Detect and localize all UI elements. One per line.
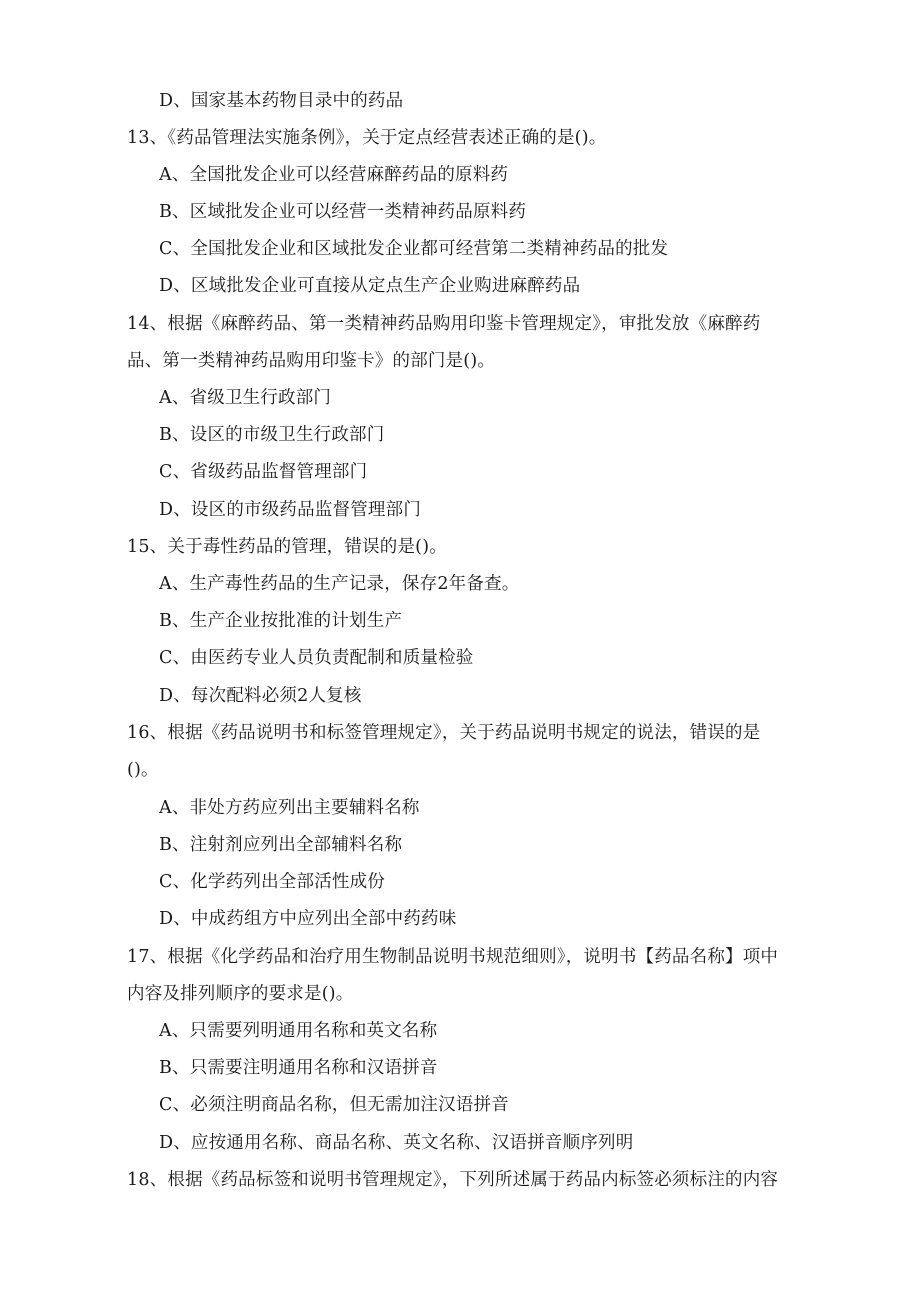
option-line: A、非处方药应列出主要辅料名称 xyxy=(159,798,420,818)
option-line: A、省级卫生行政部门 xyxy=(159,388,332,408)
option-line: C、必须注明商品名称，但无需加注汉语拼音 xyxy=(159,1095,509,1115)
option-line: C、全国批发企业和区域批发企业都可经营第二类精神药品的批发 xyxy=(159,239,669,259)
option-line: A、只需要列明通用名称和英文名称 xyxy=(159,1021,438,1041)
question-line: 16、根据《药品说明书和标签管理规定》，关于药品说明书规定的说法，错误的是 xyxy=(127,723,761,743)
option-line: B、生产企业按批准的计划生产 xyxy=(159,611,403,631)
option-line: C、省级药品监督管理部门 xyxy=(159,462,368,482)
option-line: B、只需要注明通用名称和汉语拼音 xyxy=(159,1058,438,1078)
option-line: C、由医药专业人员负责配制和质量检验 xyxy=(159,648,474,668)
option-line: B、设区的市级卫生行政部门 xyxy=(159,425,385,445)
option-line: D、应按通用名称、商品名称、英文名称、汉语拼音顺序列明 xyxy=(159,1133,634,1153)
continuation-line: 内容及排列顺序的要求是()。 xyxy=(127,984,354,1004)
continuation-line: ()。 xyxy=(127,760,159,780)
question-line: 13、《药品管理法实施条例》，关于定点经营表述正确的是()。 xyxy=(127,128,607,148)
option-line: D、每次配料必须2人复核 xyxy=(159,686,362,706)
option-line: D、国家基本药物目录中的药品 xyxy=(159,91,404,111)
option-line: D、区域批发企业可直接从定点生产企业购进麻醉药品 xyxy=(159,276,581,296)
option-line: A、全国批发企业可以经营麻醉药品的原料药 xyxy=(159,165,509,185)
question-line: 14、根据《麻醉药品、第一类精神药品购用印鉴卡管理规定》，审批发放《麻醉药 xyxy=(127,314,761,334)
option-line: D、中成药组方中应列出全部中药药味 xyxy=(159,909,457,929)
question-line: 18、根据《药品标签和说明书管理规定》，下列所述属于药品内标签必须标注的内容 xyxy=(127,1170,779,1190)
option-line: D、设区的市级药品监督管理部门 xyxy=(159,500,422,520)
question-line: 17、根据《化学药品和治疗用生物制品说明书规范细则》，说明书【药品名称】项中 xyxy=(127,947,779,967)
option-line: B、注射剂应列出全部辅料名称 xyxy=(159,835,403,855)
continuation-line: 品、第一类精神药品购用印鉴卡》的部门是()。 xyxy=(127,351,496,371)
option-line: A、生产毒性药品的生产记录，保存2年备查。 xyxy=(159,574,520,594)
option-line: B、区域批发企业可以经营一类精神药品原料药 xyxy=(159,202,527,222)
question-line: 15、关于毒性药品的管理，错误的是()。 xyxy=(127,537,447,557)
option-line: C、化学药列出全部活性成份 xyxy=(159,872,385,892)
